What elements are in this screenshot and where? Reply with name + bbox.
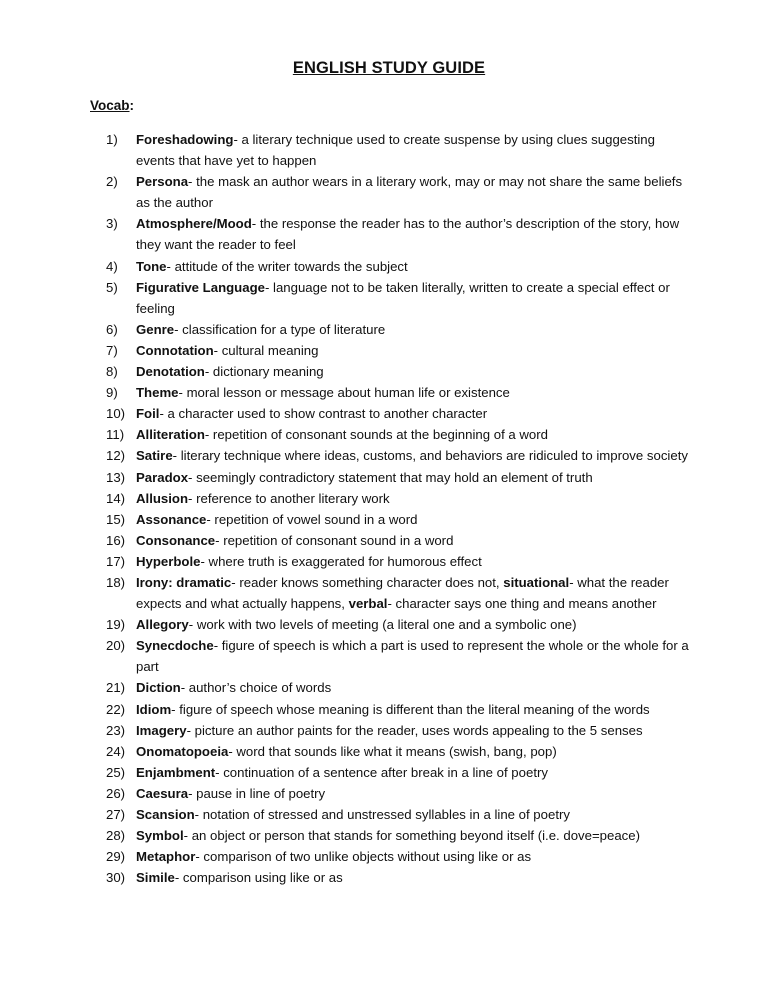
list-item	[106, 677, 696, 698]
list-item-number: 19)	[106, 617, 126, 633]
list-item-entry	[136, 488, 696, 509]
vocab-term: Diction	[136, 680, 181, 696]
list-item	[106, 467, 696, 488]
list-item	[106, 171, 696, 213]
list-item-entry	[136, 445, 696, 466]
list-item	[106, 762, 696, 783]
list-item-number: 13)	[106, 469, 126, 485]
list-item-number: 27)	[106, 807, 126, 822]
vocab-term: Alliteration	[136, 427, 205, 443]
vocab-definition: - where truth is exaggerated for humorous effect	[200, 553, 482, 569]
list-item-number: 1)	[106, 132, 118, 147]
section-heading-label: Vocab	[90, 98, 130, 113]
list-item-number: 11)	[106, 427, 125, 443]
vocab-definition: - moral lesson or message about human life or existence	[178, 385, 510, 401]
vocab-definition: - reference to another literary work	[188, 490, 390, 506]
vocab-definition: - repetition of vowel sound in a word	[206, 511, 418, 527]
vocab-term: Symbol	[136, 828, 184, 844]
vocab-term: Figurative Language	[136, 279, 265, 295]
list-item	[106, 340, 696, 361]
vocab-term: Genre	[136, 321, 175, 337]
list-item	[106, 424, 696, 445]
vocab-definition: - figure of speech whose meaning is different than the literal meaning of the words	[171, 701, 650, 717]
vocab-definition: - comparison of two unlike objects without using like or as	[195, 849, 532, 865]
list-item-number: 14)	[106, 490, 126, 506]
vocab-definition: - literary technique where ideas, customs, and behaviors are ridiculed to improve society	[172, 448, 688, 464]
list-item-number: 22)	[106, 701, 126, 717]
vocab-definition: - reader knows something character does not,	[231, 574, 504, 590]
list-item	[106, 635, 696, 677]
list-item-entry	[136, 319, 696, 340]
list-item-entry	[136, 635, 696, 677]
vocab-term: Idiom	[136, 701, 172, 717]
list-item	[106, 319, 696, 340]
list-item-entry	[136, 256, 696, 277]
vocab-term: Allusion	[136, 490, 189, 506]
vocab-definition: - classification for a type of literature	[174, 321, 386, 337]
list-item-number: 4)	[106, 258, 118, 274]
vocab-term: Metaphor	[136, 849, 196, 865]
vocab-definition: - the mask an author wears in a literary work, may or may not share the same beliefs as the author	[136, 174, 683, 211]
list-item	[106, 256, 696, 277]
vocab-definition: - notation of stressed and unstressed syllables in a line of poetry	[194, 807, 570, 822]
vocab-definition: - comparison using like or as	[174, 870, 343, 886]
section-heading-colon: :	[129, 98, 135, 113]
vocab-term: Synecdoche	[136, 638, 214, 654]
list-item	[106, 361, 696, 382]
list-item	[106, 382, 696, 403]
list-item-entry	[136, 340, 696, 361]
list-item-number: 10)	[106, 406, 126, 422]
vocab-term: Enjambment	[136, 764, 216, 780]
list-item	[106, 445, 696, 466]
list-item	[106, 403, 696, 424]
section-heading	[90, 98, 134, 113]
vocab-list	[106, 129, 696, 888]
list-item-number: 20)	[106, 638, 126, 654]
list-item-entry	[136, 424, 696, 445]
vocab-term: Imagery	[136, 722, 187, 738]
vocab-term: Connotation	[136, 342, 214, 358]
vocab-definition: - a character used to show contrast to another character	[159, 406, 488, 422]
list-item-entry	[136, 741, 696, 762]
vocab-definition: - an object or person that stands for something beyond itself (i.e. dove=peace)	[183, 828, 640, 844]
list-item-entry	[136, 783, 696, 804]
list-item	[106, 614, 696, 635]
vocab-definition: - repetition of consonant sounds at the beginning of a word	[204, 427, 548, 443]
vocab-term: Caesura	[136, 785, 189, 801]
list-item	[106, 846, 696, 867]
list-item-entry	[136, 825, 696, 846]
list-item	[106, 530, 696, 551]
list-item-number: 25)	[106, 764, 126, 780]
list-item-entry	[136, 614, 696, 635]
list-item-number: 2)	[106, 174, 118, 190]
list-item-entry	[136, 530, 696, 551]
vocab-term: situational	[503, 574, 570, 590]
vocab-term: Onomatopoeia	[136, 743, 229, 759]
vocab-term: Persona	[136, 174, 189, 190]
vocab-definition: - what the reader expects and what actually happens,	[136, 574, 669, 612]
list-item-number: 12)	[106, 448, 126, 464]
vocab-term: Satire	[136, 448, 173, 464]
vocab-definition: - continuation of a sentence after break in a line of poetry	[215, 764, 548, 780]
vocab-term: Scansion	[136, 807, 195, 822]
list-item-number: 28)	[106, 828, 126, 844]
list-item-number: 6)	[106, 321, 118, 337]
list-item-number: 15)	[106, 511, 126, 527]
list-item-number: 3)	[106, 216, 118, 232]
vocab-definition: - author’s choice of words	[180, 680, 332, 696]
list-item-number: 21)	[106, 680, 126, 696]
list-item	[106, 551, 696, 572]
list-item-entry	[136, 677, 696, 698]
list-item-entry	[136, 382, 696, 403]
list-item-number: 29)	[106, 849, 126, 865]
list-item-entry	[136, 572, 696, 614]
vocab-term: Foil	[136, 406, 160, 422]
vocab-definition: - picture an author paints for the reader, uses words appealing to the 5 senses	[186, 722, 643, 738]
list-item-entry	[136, 467, 696, 488]
vocab-term: Paradox	[136, 469, 189, 485]
list-item	[106, 488, 696, 509]
vocab-term: Irony: dramatic	[136, 574, 232, 590]
list-item-entry	[136, 867, 696, 888]
list-item	[106, 129, 696, 171]
list-item-entry	[136, 699, 696, 720]
vocab-term: Hyperbole	[136, 553, 201, 569]
vocab-definition: - language not to be taken literally, written to create a special effect or feeling	[136, 279, 670, 316]
vocab-term: Theme	[136, 385, 179, 401]
list-item-entry	[136, 213, 696, 255]
vocab-term: Tone	[136, 258, 167, 274]
page-title: ENGLISH STUDY GUIDE	[292, 59, 486, 77]
vocab-definition: - figure of speech is which a part is used to represent the whole or the whole for a part	[136, 638, 689, 675]
vocab-definition: - attitude of the writer towards the subject	[166, 258, 408, 274]
vocab-term: Consonance	[136, 532, 216, 548]
list-item-number: 16)	[106, 532, 126, 548]
list-item-number: 9)	[106, 385, 118, 401]
vocab-term: Assonance	[136, 511, 207, 527]
vocab-term: Atmosphere/Mood	[136, 216, 252, 232]
vocab-definition: - dictionary meaning	[204, 364, 324, 380]
list-item-number: 5)	[106, 279, 118, 295]
list-item-entry	[136, 403, 696, 424]
list-item	[106, 277, 696, 319]
list-item-entry	[136, 846, 696, 867]
list-item	[106, 867, 696, 888]
list-item-entry	[136, 762, 696, 783]
list-item	[106, 213, 696, 255]
list-item-number: 24)	[106, 743, 126, 759]
vocab-definition: - a literary technique used to create suspense by using clues suggesting events that have yet to happen	[136, 132, 655, 169]
list-item-entry	[136, 277, 696, 319]
vocab-definition: - the response the reader has to the author’s description of the story, how they want the reader to feel	[136, 216, 680, 253]
list-item-number: 18)	[106, 574, 126, 590]
vocab-definition: - repetition of consonant sound in a word	[215, 532, 454, 548]
vocab-term: Allegory	[136, 617, 189, 633]
list-item-number: 30)	[106, 870, 126, 886]
list-item-number: 7)	[106, 342, 118, 358]
list-item-entry	[136, 804, 696, 825]
vocab-definition: - seemingly contradictory statement that may hold an element of truth	[188, 469, 593, 485]
list-item-entry	[136, 361, 696, 382]
vocab-term: verbal	[348, 596, 388, 612]
vocab-definition: - character says one thing and means another	[387, 596, 657, 612]
list-item	[106, 699, 696, 720]
vocab-definition: - cultural meaning	[213, 342, 319, 358]
list-item-entry	[136, 551, 696, 572]
vocab-term: Denotation	[136, 364, 205, 380]
list-item	[106, 825, 696, 846]
list-item	[106, 720, 696, 741]
list-item-entry	[136, 129, 696, 171]
vocab-definition: - work with two levels of meeting (a literal one and a symbolic one)	[188, 617, 577, 633]
vocab-definition: - pause in line of poetry	[188, 785, 326, 801]
list-item-number: 26)	[106, 785, 126, 801]
list-item	[106, 804, 696, 825]
list-item-entry	[136, 720, 696, 741]
list-item	[106, 572, 696, 614]
vocab-term: Simile	[136, 870, 175, 886]
list-item	[106, 783, 696, 804]
list-item-entry	[136, 171, 696, 213]
vocab-term: Foreshadowing	[136, 132, 234, 147]
list-item-number: 23)	[106, 722, 126, 738]
list-item	[106, 741, 696, 762]
list-item	[106, 509, 696, 530]
list-item-entry	[136, 509, 696, 530]
list-item-number: 8)	[106, 364, 118, 380]
vocab-definition: - word that sounds like what it means (swish, bang, pop)	[228, 743, 557, 759]
list-item-number: 17)	[106, 553, 126, 569]
